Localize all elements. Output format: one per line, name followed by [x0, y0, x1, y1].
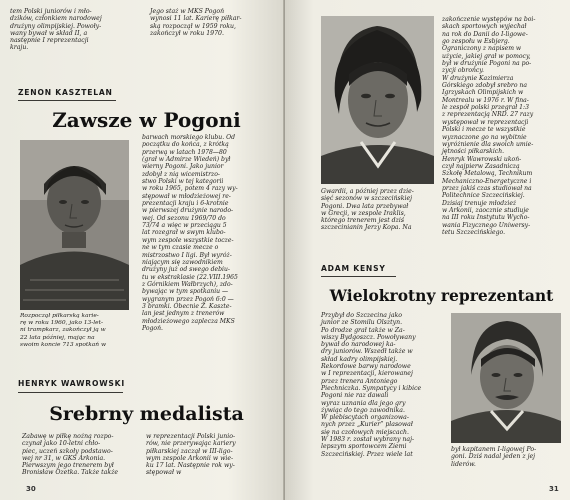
photo-kasztelan [20, 140, 129, 310]
body-wawrowski-col2: w reprezentacji Polski junio- rów, nie przerywając kariery piłkarskiej zaczął w III-ligo- wym zespole Arkonii w wie- ku 17 lat. Następnie rok wy- stępował w [146, 433, 236, 477]
name-underline [18, 392, 123, 393]
headline-wielokrotny-reprezentant: Wielokrotny reprezentant [329, 286, 554, 305]
headline-srebrny-medalista: Srebrny medalista [49, 403, 244, 425]
section-name-kasztelan: ZENON KASZTELAN [18, 88, 113, 97]
headline-zawsze-w-pogoni: Zawsze w Pogoni [52, 108, 241, 132]
photo-caption-kensy: był kapitanem I-ligowej Po- goni. Dziś nadal jeden z jej liderów. [451, 446, 537, 468]
body-kensy: Przybył do Szczecina jako junior ze Stomilu Olsztyn. Po drodze grał także w Za- wiszy Bydgoszcz. Powoływany bywał do narodowej ka- dry juniorów. Wszedł także w skład kadry olimpijskiej. Rekordowe barwy narodowe w I reprezentacji, kierowanej przez trenera Antoniego Piechniczka. Sympatycy i kibice Pogoni nie raz dawali wyraz uznania dla jego gry żywiąc do tego zawodnika. W plebiscytach organizowa- nych przez „Kurier” plasował się na czołowych miejscach. W 1983 r. został wybrany naj- lepszym sportowcem Ziemi Szczecińskiej. Przez wiele lat [321, 312, 422, 458]
photo-wawrowski [321, 16, 434, 184]
body-kasztelan: barwach morskiego klubu. Od początku do końca, z krótką przerwą w latach 1978—80 (grał w Admirze Wiedeń) był wierny Pogoni. Jako junior zdobył z nią wicemistrzo- stwo Polski w tej kategorii w roku 1965, potem 4 razy wy- stępował w młodzieżowej re- prezentacji kraju i 6-krotnie w pierwszej drużynie narodo- wej. Od sezonu 1969/70 do 73/74 a więc w przeciągu 5 lat rozegrał w swym klubo- wym zespole wszystkie tocze- ne w tym czasie mecze o mistrzostwo I ligi. Był wyróż- niającym się zawodnikiem drużyny już od swego debiu- tu w ekstraklasie (22.VIII.1965 z Górnikiem Wałbrzych), zdo- bywając w tym spotkaniu — wygranym przez Pogoń 6:0 — 3 bramki. Obecnie Z. Kaszte- lan jest jednym z trenerów młodzieżowego zaplecza MKS Pogoń. [142, 134, 238, 332]
section-name-wawrowski: HENRYK WAWROWSKI [18, 379, 125, 388]
photo-caption-wawrowski: Gwardii, a później przez dzie- sięć sezonów w szczecińskiej Pogoni. Dwa lata przebywał w Grecji, w zespole Iraklis, którego trenerem jest dziś szczecinianin Jerzy Kopa. Na [321, 188, 414, 232]
portrait-photo-icon [20, 140, 129, 310]
name-underline [18, 100, 116, 101]
section-name-kensy: ADAM KENSY [321, 264, 386, 273]
left-top-col2: Jego staż w MKS Pogoń wynosi 11 lat. Karierę piłkar- ską rozpoczął w 1959 roku, zakończył w roku 1970. [150, 8, 242, 37]
right-page [285, 0, 570, 500]
name-underline [321, 276, 396, 277]
page-number-right: 31 [549, 485, 559, 493]
photo-kensy [451, 313, 561, 443]
page-number-left: 30 [26, 485, 36, 493]
body-wawrowski-col1: Zabawę w piłkę nożną rozpo- czynał jako 10-letni chło- piec, uczeń szkoły podstawo- wej nr 31, w GKS Arkonia. Pierwszym jego trenerem był Bronisław Ozetka. Także także [22, 433, 118, 477]
photo-caption-kasztelan: Rozpoczął piłkarską karie- rę w roku 1960, jako 13-let- ni trampkarz, zakończył ją w 22 lata później, mając na swoim koncie 713 spotkań w [20, 313, 107, 348]
body-wawrowski-continued: zakończenie występów na boi- skach sportowych wyjechał na rok do Danii do I-ligowe- go zespołu w Esbjerg. Ograniczony z napisem w użycie, jakiej grał w pomocy, był w drużynie Pogoni na po- zycji obrońcy. W drużynie Kazimierza Górskiego zdobył srebro na Igrzyskach Olimpijskich w Montrealu w 1976 r. W fina- le zespół polski przegrał 1:3 z reprezentacją NRD. 27 razy występował w reprezentacji Polski i mecze te wszystkie wyznaczone go na wybitnie wyróżnienie dla swoich umie- jętności piłkarskich. Henryk Wawrowski ukoń- czył najpierw Zasadniczą Szkołę Metalową, Technikum Mechaniczno-Energetyczne i przez jakiś czas studiował na Politechnice Szczecińskiej. Dzisiaj trenuje młodzież w Arkonii, zaocznie studiuje na III roku Instytutu Wycho- wania Fizycznego Uniwersy- tetu Szczecińskiego. [442, 16, 536, 236]
portrait-photo-icon [321, 16, 434, 184]
portrait-photo-icon [451, 313, 561, 443]
left-top-col1: tem Polski juniorów i mło- dzików, członkiem narodowej drużyny olimpijskiej. Powoły- wany bywał w skład II, a następnie I reprezentacji kraju. [10, 8, 102, 52]
